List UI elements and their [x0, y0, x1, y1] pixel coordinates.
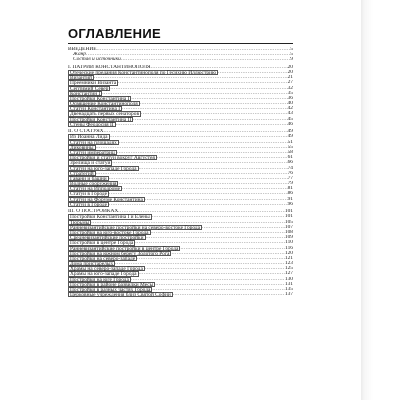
toc-page-number: 55	[287, 144, 293, 150]
toc-entry-label: Из Иоанна Лида	[70, 134, 108, 140]
toc-page-number: 91	[287, 196, 293, 202]
toc-entry-label: Постройки на южном берегу Золотого Рога	[70, 250, 170, 256]
toc-section-label: ВВЕДЕНИЕ	[68, 47, 97, 52]
toc-page-number: 121	[284, 255, 293, 261]
toc-page-number: 46	[287, 121, 293, 127]
toc-entry-label: Статуи на Ипподроме	[70, 186, 121, 192]
toc-page-number: 5	[290, 52, 293, 58]
toc-page-number: 86	[287, 191, 293, 197]
toc-page-number: 32	[287, 85, 293, 91]
toc-entry-label: Константин I	[70, 90, 101, 96]
toc-entry-label: Постройки в центре Города	[70, 240, 134, 246]
toc-page-number: 101	[284, 209, 293, 215]
toc-page-number: 130	[284, 276, 293, 282]
toc-entry[interactable]	[68, 122, 293, 127]
dot-leader	[116, 122, 288, 127]
toc-entry-label: Постройки Константина I и Елены	[70, 214, 150, 220]
toc-entry-label: Ранневизантийские постройки на северо-востоке Города	[70, 224, 201, 230]
toc-page-number: 123	[284, 261, 293, 267]
toc-entry-label: Преемники Византа	[70, 80, 117, 86]
toc-page-number: 49	[287, 129, 293, 135]
toc-entry-label: Постройки и статуи вокруг Августея	[70, 155, 155, 161]
dot-leader	[173, 292, 285, 297]
toc-entry-label: Храмы на северо-западе Города	[70, 266, 143, 272]
page-edge-shadow	[361, 0, 400, 400]
toc-entry-label: Статуи на площадях	[70, 139, 117, 145]
toc-page-number: 49	[287, 134, 293, 140]
toc-page-number: 43	[287, 111, 293, 117]
toc-page-number: 101	[284, 214, 293, 220]
toc-page-number: 5	[290, 47, 293, 52]
toc-entry-label: Средневизантийские постройки	[70, 235, 144, 241]
toc-entry-label: Статуи императриц	[70, 149, 115, 156]
toc-entry-label: Статуи на юго-западе Города	[70, 165, 137, 171]
toc-page-number: 66	[287, 160, 293, 166]
toc-entry-label: Диковины	[70, 144, 94, 150]
toc-entry-label: Ранневизантийские постройки в центре Города	[70, 245, 179, 251]
toc-entry-label: Гавани и башни	[70, 175, 107, 182]
toc-entry-label: Стратегий	[70, 170, 94, 176]
toc-page-number: 27	[287, 80, 293, 86]
toc-entry-label: Постройки на юго-востоке Города	[70, 229, 149, 236]
toc-entry-label: Постройки на юге Города	[70, 276, 129, 282]
toc-entry-label: Зрелища и статуи	[70, 160, 111, 166]
toc-page-number: 135	[284, 287, 293, 292]
toc-entry[interactable]	[68, 57, 293, 62]
toc-page-number: 125	[284, 266, 293, 272]
toc-page-number: 107	[284, 224, 293, 230]
toc-section	[68, 209, 293, 297]
toc-section-label: I. ПАТРИИ КОНСТАНТИНОПОЛЯ	[68, 64, 151, 70]
dot-leader	[109, 202, 288, 207]
toc-entry-label: Статуи в Городе	[70, 191, 108, 197]
toc-page-number: 58	[287, 149, 293, 155]
toc-entry-label: Статуи на Форуме Константина	[70, 196, 143, 202]
toc-page-number: 81	[287, 186, 293, 192]
toc-entry-label: Статуи Константина I	[70, 106, 121, 112]
toc-entry-label: Тюрьмы	[70, 219, 90, 225]
toc-entry-label: Отеческие предания Константинополя по Гесихию Иллюстрию	[70, 69, 216, 76]
toc-entry-label: Постройки Константина II	[70, 116, 132, 122]
toc-entry-label: Постройки Константина I	[70, 95, 130, 102]
toc-page-number: 45	[287, 116, 293, 122]
toc-page-number: 36	[287, 95, 293, 101]
toc-section	[68, 129, 293, 207]
toc-page-number: 110	[285, 240, 293, 246]
toc-page-number: 77	[287, 175, 293, 181]
toc-page-number: 20	[287, 64, 293, 70]
toc-entry[interactable]	[68, 292, 293, 297]
toc-entry-label: Храмы на юго-западе Города	[70, 271, 137, 277]
toc-section	[68, 65, 293, 127]
toc-entry-label: Двенадцать первых сенаторов	[70, 111, 139, 117]
toc-page-number: 21	[287, 75, 293, 81]
toc-page-number: 40	[287, 101, 293, 107]
toc-entry-label: Жанр	[73, 52, 87, 58]
toc-entry-label: Освящение Константинополя	[70, 101, 138, 107]
toc-page-number: 76	[287, 170, 293, 176]
toc-entry-label: Постройки на северо-западе	[70, 255, 136, 262]
title-underline	[68, 43, 293, 44]
toc-page-number: 109	[284, 235, 293, 241]
toc-page-number: 42	[287, 106, 293, 112]
toc-entry[interactable]	[68, 202, 293, 207]
toc-section	[68, 47, 293, 63]
page-title: ОГЛАВЛЕНИЕ	[68, 26, 161, 41]
toc-page-number: 127	[284, 271, 293, 277]
toc-page-number: 51	[287, 139, 293, 145]
toc-entry-label: Водные сооружения	[70, 181, 117, 187]
toc-page-number: 137	[284, 292, 293, 298]
toc-entry-label: Постройки в разных частях Города	[70, 287, 151, 293]
toc-page-number: 105	[284, 219, 293, 225]
toc-page-number: 116	[285, 245, 293, 251]
toc-entry-label: Статуи в Городе	[70, 201, 108, 207]
toc-page-number: 96	[287, 201, 293, 207]
toc-entry-label: Дома пристарелых	[70, 261, 114, 267]
toc-page-number: 35	[287, 90, 293, 96]
toc-entry-label: Состав и источники	[73, 57, 121, 63]
toc-entry-label: Септимий Север	[70, 85, 109, 91]
toc-page-number: 20	[287, 69, 293, 75]
toc-entry-label: Стены Феодосия II	[70, 121, 114, 127]
toc-section-label: III. О ПОСТРОЙКАХ	[68, 209, 119, 215]
toc-page-number: 74	[287, 165, 293, 171]
toc-page-number: 79	[287, 181, 293, 187]
toc-section-label: II. О СТАТУЯХ	[68, 129, 104, 135]
table-of-contents	[68, 47, 293, 300]
dot-leader	[121, 57, 290, 62]
toc-entry-label: Византий	[70, 75, 93, 81]
toc-page-number: 108	[284, 229, 293, 235]
toc-entry-label: Постройки в районе развилки Месы	[70, 281, 154, 287]
toc-entry-label: Церковные учреждения близ Святой Софии	[70, 292, 171, 298]
toc-page-number: 120	[284, 250, 293, 256]
toc-page-number: 61	[287, 155, 293, 161]
toc-page-number: 131	[284, 281, 293, 287]
toc-page-number: 9	[290, 57, 293, 63]
